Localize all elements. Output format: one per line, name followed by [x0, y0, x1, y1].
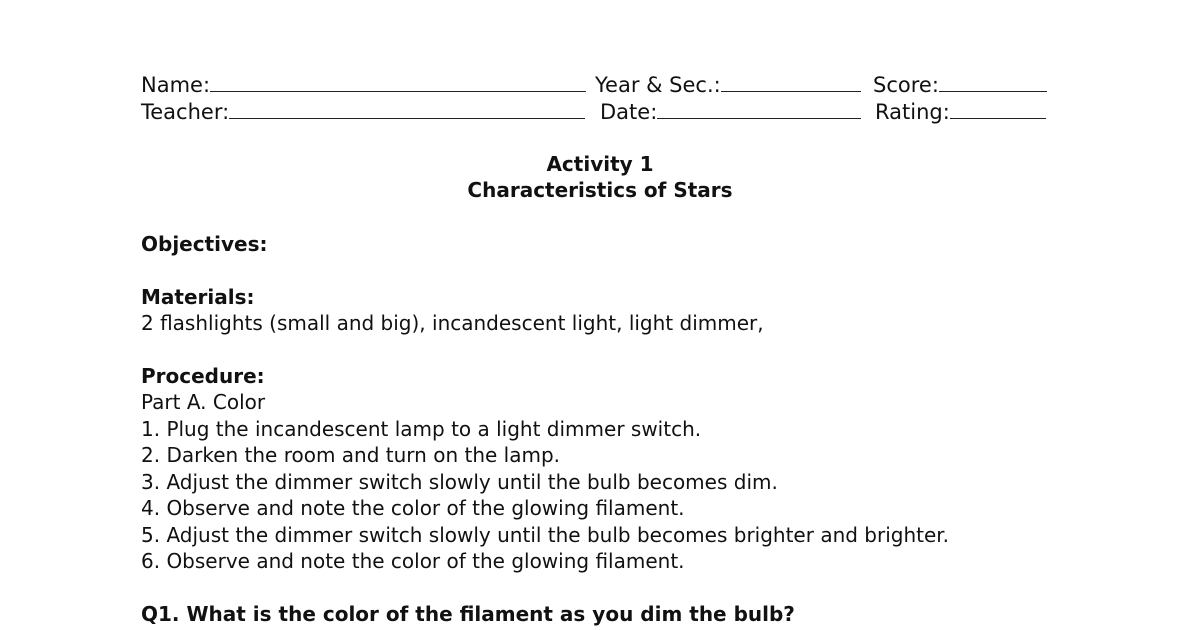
year-section-label: Year & Sec.: — [595, 73, 721, 97]
procedure-heading: Procedure: — [141, 364, 265, 388]
objectives-heading: Objectives: — [141, 232, 268, 256]
materials-text: 2 flashlights (small and big), incandescent light, light dimmer, — [141, 311, 764, 335]
date-blank — [657, 100, 861, 119]
name-blank — [210, 73, 586, 92]
activity-number: Activity 1 — [546, 152, 654, 176]
score-blank — [939, 73, 1047, 92]
materials-heading: Materials: — [141, 285, 255, 309]
procedure-step: 3. Adjust the dimmer switch slowly until the bulb becomes dim. — [141, 470, 778, 494]
date-label: Date: — [600, 100, 658, 124]
teacher-field — [141, 99, 585, 125]
rating-field — [875, 99, 1046, 125]
procedure-step: 4. Observe and note the color of the glowing filament. — [141, 496, 685, 520]
procedure-step: 1. Plug the incandescent lamp to a light dimmer switch. — [141, 417, 702, 441]
score-label: Score: — [873, 73, 939, 97]
procedure-step: 6. Observe and note the color of the glowing filament. — [141, 549, 685, 573]
year-section-blank — [721, 73, 861, 92]
procedure-step: 2. Darken the room and turn on the lamp. — [141, 443, 561, 467]
year-section-field — [595, 72, 861, 98]
question-1: Q1. What is the color of the filament as you dim the bulb? — [141, 602, 795, 626]
score-field — [873, 72, 1047, 98]
name-field — [141, 72, 586, 98]
teacher-label: Teacher: — [141, 100, 230, 124]
activity-title: Characteristics of Stars — [467, 178, 733, 202]
name-label: Name: — [141, 73, 211, 97]
procedure-step: 5. Adjust the dimmer switch slowly until the bulb becomes brighter and brighter. — [141, 523, 950, 547]
rating-blank — [950, 100, 1046, 119]
procedure-part-label: Part A. Color — [141, 390, 266, 414]
date-field — [600, 99, 861, 125]
teacher-blank — [229, 100, 585, 119]
rating-label: Rating: — [875, 100, 950, 124]
